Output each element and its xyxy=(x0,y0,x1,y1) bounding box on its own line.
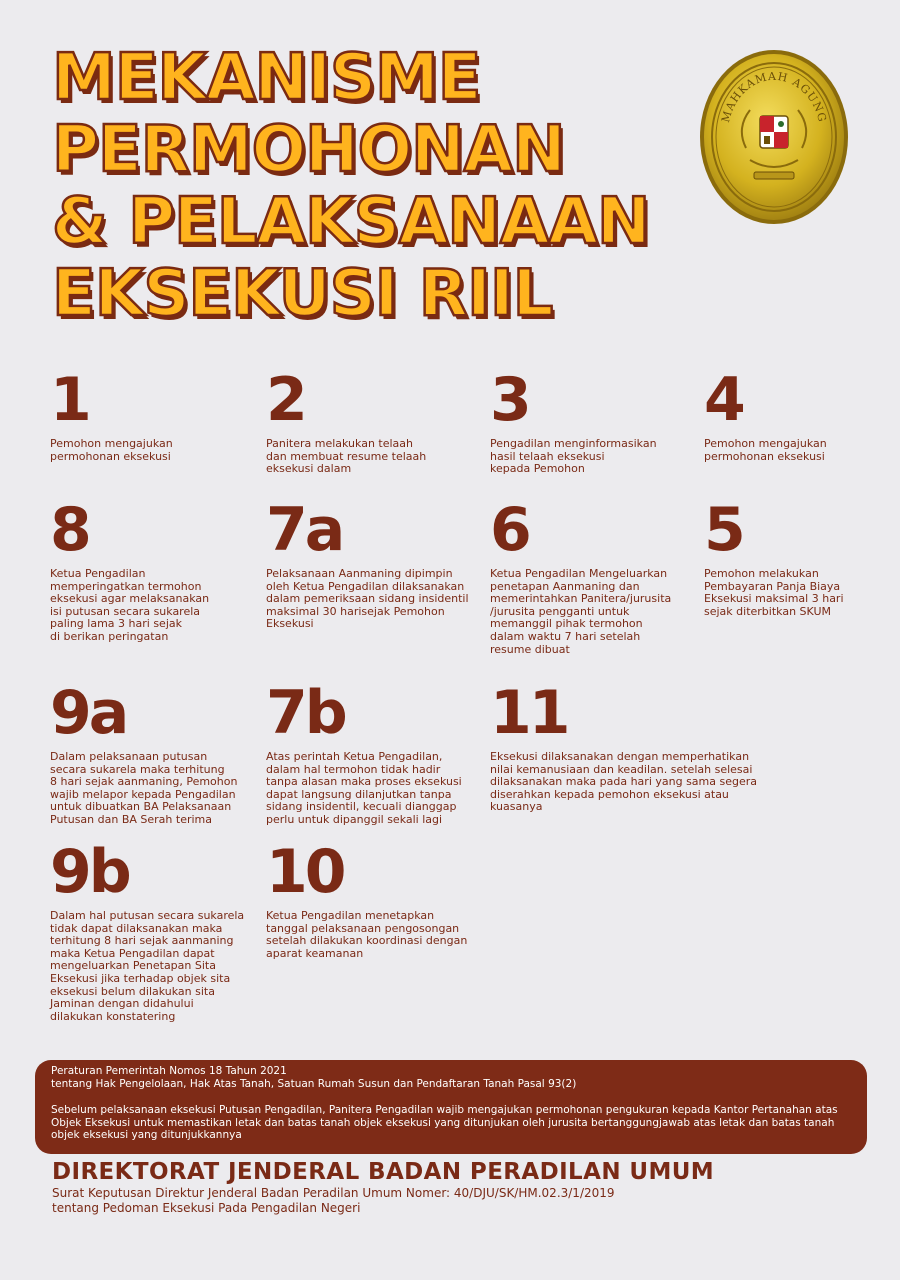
decree-reference: Surat Keputusan Direktur Jenderal Badan Peradilan Umum Nomer: 40/DJU/SK/HM.02.3/1/2019 xyxy=(52,1186,615,1200)
title-line-4: EKSEKUSI RIIL xyxy=(52,257,553,331)
step-number: 5 xyxy=(704,495,743,565)
step-11 xyxy=(490,678,790,814)
step-6 xyxy=(490,495,690,656)
step-7a xyxy=(266,495,486,631)
step-description: Panitera melakukan telaah dan membuat resume telaah eksekusi dalam xyxy=(266,437,427,476)
step-number: 9a xyxy=(50,678,127,748)
step-7b xyxy=(266,678,486,827)
regulation-body: Sebelum pelaksanaan eksekusi Putusan Pengadilan, Panitera Pengadilan wajib mengajukan permohonan pengukuran kepada Kantor Pertanahan atas Objek Eksekusi untuk memastikan letak dan batas tanah objek eksekusi yang ditunjukan oleh jurusita bertanggungjawab atas letak dan batas tanah objek eksekusi yang ditunjukkannya xyxy=(51,1104,838,1142)
step-number: 3 xyxy=(490,365,529,435)
step-description: Pemohon melakukan Pembayaran Panja Biaya Eksekusi maksimal 3 hari sejak diterbitkan SKUM xyxy=(704,567,844,618)
step-1 xyxy=(50,365,240,463)
step-10 xyxy=(266,837,486,960)
poster-title xyxy=(52,42,712,330)
step-number: 10 xyxy=(266,837,344,907)
step-description: Ketua Pengadilan Mengeluarkan penetapan Aanmaning dan memerintahkan Panitera/jurusita /jurusita pengganti untuk memanggil pihak termohon dalam waktu 7 hari setelah resume dibuat xyxy=(490,567,672,656)
footer xyxy=(52,1158,872,1216)
step-number: 11 xyxy=(490,678,568,748)
step-description: Pemohon mengajukan permohonan eksekusi xyxy=(50,437,173,463)
step-number: 7b xyxy=(266,678,345,748)
step-number: 6 xyxy=(490,495,529,565)
regulation-banner xyxy=(35,1060,867,1154)
regulation-subtitle: tentang Hak Pengelolaan, Hak Atas Tanah, Satuan Rumah Susun dan Pendaftaran Tanah Pasal 93(2) xyxy=(51,1077,577,1090)
step-description: Atas perintah Ketua Pengadilan, dalam hal termohon tidak hadir tanpa alasan maka proses eksekusi dapat langsung dilanjutkan tanpa sidang insidentil, kecuali dianggap perlu untuk dipanggil sekali lagi xyxy=(266,750,462,826)
decree-subject: tentang Pedoman Eksekusi Pada Pengadilan Negeri xyxy=(52,1201,361,1215)
svg-text:MAHKAMAH AGUNG: MAHKAMAH AGUNG xyxy=(719,69,829,124)
title-line-1: MEKANISME xyxy=(52,41,481,115)
step-description: Ketua Pengadilan menetapkan tanggal pelaksanaan pengosongan setelah dilakukan koordinasi dengan aparat keamanan xyxy=(266,909,468,960)
title-line-2: PERMOHONAN xyxy=(52,113,565,187)
step-number: 7a xyxy=(266,495,343,565)
step-5 xyxy=(704,495,884,618)
step-3 xyxy=(490,365,690,476)
title-line-3: & PELAKSANAAN xyxy=(52,185,650,259)
step-description: Pengadilan menginformasikan hasil telaah eksekusi kepada Pemohon xyxy=(490,437,657,476)
regulation-title: Peraturan Pemerintah Nomos 18 Tahun 2021 xyxy=(51,1065,287,1077)
step-number: 9b xyxy=(50,837,129,907)
step-9b xyxy=(50,837,260,1023)
step-2 xyxy=(266,365,476,476)
step-4 xyxy=(704,365,884,463)
step-number: 1 xyxy=(50,365,89,435)
step-description: Dalam pelaksanaan putusan secara sukarela maka terhitung 8 hari sejak aanmaning, Pemohon wajib melapor kepada Pengadilan untuk dibuatkan BA Pelaksanaan Putusan dan BA Serah terima xyxy=(50,750,238,826)
step-description: Eksekusi dilaksanakan dengan memperhatikan nilai kemanusiaan dan keadilan. setelah selesai dilaksanakan maka pada hari yang sama segera diserahkan kepada pemohon eksekusi atau kuasanya xyxy=(490,750,758,814)
step-description: Ketua Pengadilan memperingatkan termohon eksekusi agar melaksanakan isi putusan secara sukarela paling lama 3 hari sejak di berikan peringatan xyxy=(50,567,210,643)
step-number: 4 xyxy=(704,365,743,435)
mahkamah-agung-seal-icon xyxy=(698,48,850,226)
organization-name: DIREKTORAT JENDERAL BADAN PERADILAN UMUM xyxy=(52,1159,715,1185)
step-9a xyxy=(50,678,260,827)
step-description: Pelaksanaan Aanmaning dipimpin oleh Ketua Pengadilan dilaksanakan dalam pemeriksaan sidang insidentil maksimal 30 harisejak Pemohon Eksekusi xyxy=(266,567,469,631)
step-number: 8 xyxy=(50,495,89,565)
step-description: Pemohon mengajukan permohonan eksekusi xyxy=(704,437,827,463)
step-8 xyxy=(50,495,250,644)
step-number: 2 xyxy=(266,365,305,435)
step-description: Dalam hal putusan secara sukarela tidak dapat dilaksanakan maka terhitung 8 hari sejak aanmaning maka Ketua Pengadilan dapat mengeluarkan Penetapan Sita Eksekusi jika terhadap objek sita eksekusi belum dilakukan sita Jaminan dengan didahului dilakukan konstatering xyxy=(50,909,245,1023)
